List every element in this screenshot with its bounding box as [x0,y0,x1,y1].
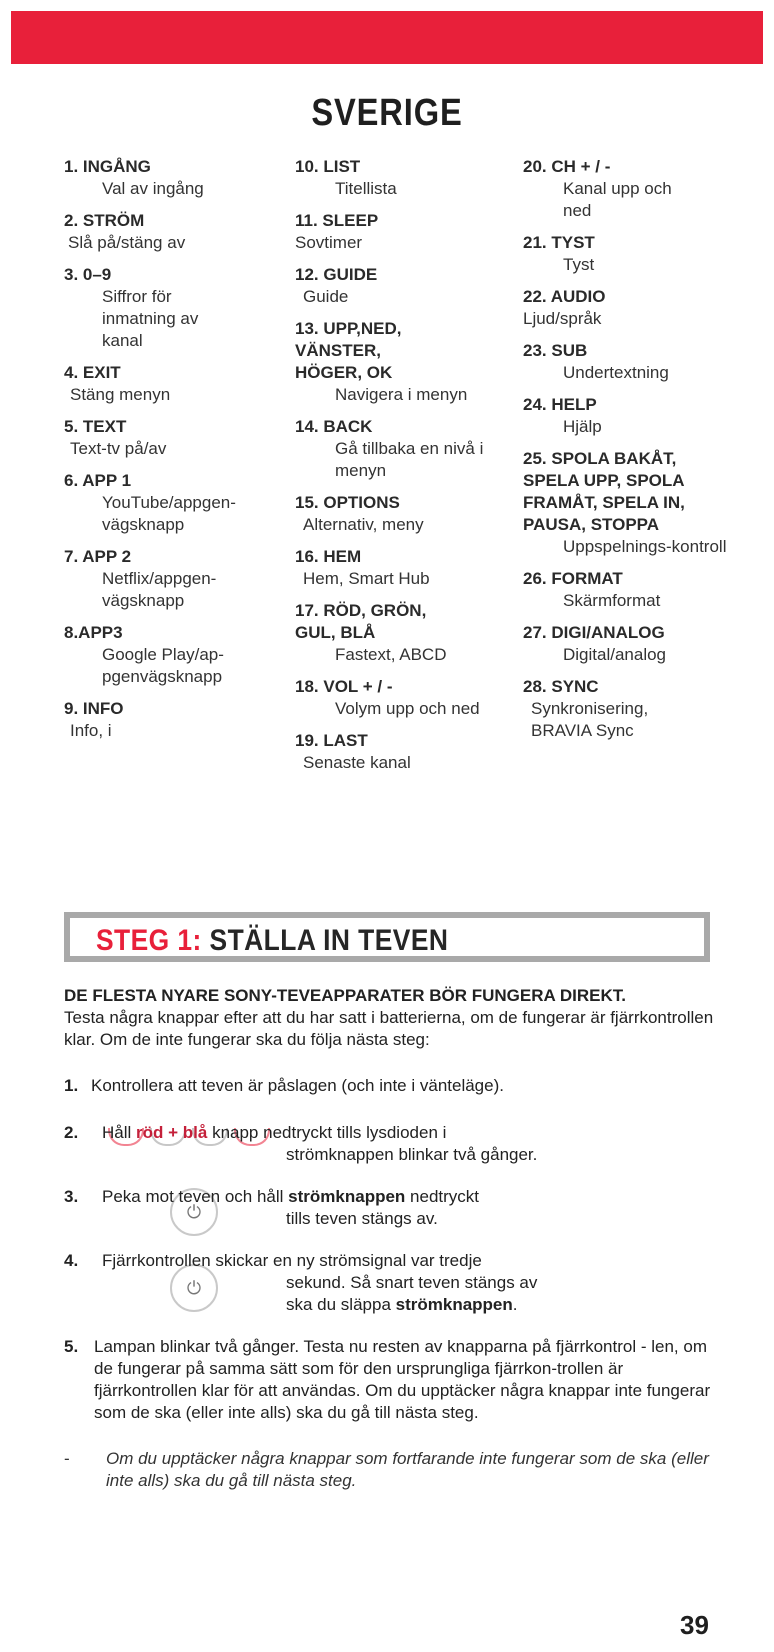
button-list-column-1 [64,156,284,752]
power-icon: ⏻ [170,1264,218,1312]
list-item: 20. CH + / - Kanal upp och ned [523,157,672,220]
list-item: 16. HEM Hem, Smart Hub [295,547,430,588]
list-item: 19. LAST Senaste kanal [295,731,411,772]
step-3: 3. ⏻ Peka mot teven och håll strömknappen nedtryckt tills teven stängs av. [64,1186,744,1236]
step-heading: STEG 1: STÄLLA IN TEVEN [96,924,449,957]
list-item: 22. AUDIO Ljud/språk [523,287,606,328]
list-item: 11. SLEEP Sovtimer [295,211,379,252]
power-icon: ⏻ [170,1188,218,1236]
list-item: 13. UPP,NED, VÄNSTER, HÖGER, OK Navigera i menyn [295,319,468,404]
list-item: 3. 0–9 Siffror för inmatning av kanal [64,265,199,350]
list-item: 8.APP3 Google Play/ap-pgenvägsknapp [64,623,224,686]
list-item: 24. HELP Hjälp [523,395,602,436]
list-item: 2. STRÖM Slå på/stäng av [64,211,186,252]
note-paragraph: - Om du upptäcker några knappar som fortfarande inte fungerar som de ska (eller inte alls) ska du gå till nästa steg. [64,1449,709,1490]
step-2: 2. Håll röd + blå knapp nedtryckt tills lysdioden i strömknappen blinkar två gånger. [64,1123,538,1164]
step-5: 5. Lampan blinkar två gånger. Testa nu resten av knapparna på fjärrkontrol - len, om de fungerar på samma sätt som för den ursprungliga fjärrkon-trollen är fjärrkontrollen klar för att användas. Om du upptäcker några knappar inte fungerar som de ska (eller inte alls) ska du gå till nästa steg. [64,1337,711,1422]
button-list-column-2 [295,156,510,784]
list-item: 5. TEXT Text-tv på/av [64,417,167,458]
page-number: 39 [680,1610,709,1640]
list-item: 4. EXIT Stäng menyn [64,363,171,404]
list-item: 9. INFO Info, i [64,699,124,740]
list-item: 21. TYST Tyst [523,233,595,274]
list-item: 15. OPTIONS Alternativ, meny [295,493,424,534]
list-item: 26. FORMAT Skärmformat [523,569,661,610]
list-item: 7. APP 2 Netflix/appgen-vägsknapp [64,547,217,610]
list-item: 28. SYNC Synkronisering, BRAVIA Sync [523,677,649,740]
button-list-column-3 [523,156,763,752]
list-item: 25. SPOLA BAKÅT, SPELA UPP, SPOLA FRAMÅT, SPELA IN, PAUSA, STOPPA Uppspelnings-kontroll [523,449,727,556]
page-title: SVERIGE [311,92,463,134]
list-item: 10. LIST Titellista [295,157,397,198]
list-item: 18. VOL + / - Volym upp och ned [295,677,480,718]
step-4: 4. ⏻ Fjärrkontrollen skickar en ny strömsignal var tredje sekund. Så snart teven stängs av ska du släppa strömknappen. [64,1251,538,1314]
list-item: 17. RÖD, GRÖN, GUL, BLÅ Fastext, ABCD [295,601,447,664]
list-item: 27. DIGI/ANALOG Digital/analog [523,623,667,664]
list-item: 1. INGÅNG Val av ingång [64,157,204,198]
list-item: 23. SUB Undertextning [523,341,669,382]
top-red-bar [11,11,763,64]
step-heading-box [64,912,710,962]
intro-paragraph: DE FLESTA NYARE SONY-TEVEAPPARATER BÖR FUNGERA DIREKT. Testa några knappar efter att du har satt i batterierna, om de fungerar är fjärrkontrollen klar. Om de inte fungerar ska du följa nästa steg: [64,986,714,1049]
list-item: 14. BACK Gå tillbaka en nivå i menyn [295,417,484,480]
list-item: 6. APP 1 YouTube/appgen-vägsknapp [64,471,236,534]
list-item: 12. GUIDE Guide [295,265,378,306]
